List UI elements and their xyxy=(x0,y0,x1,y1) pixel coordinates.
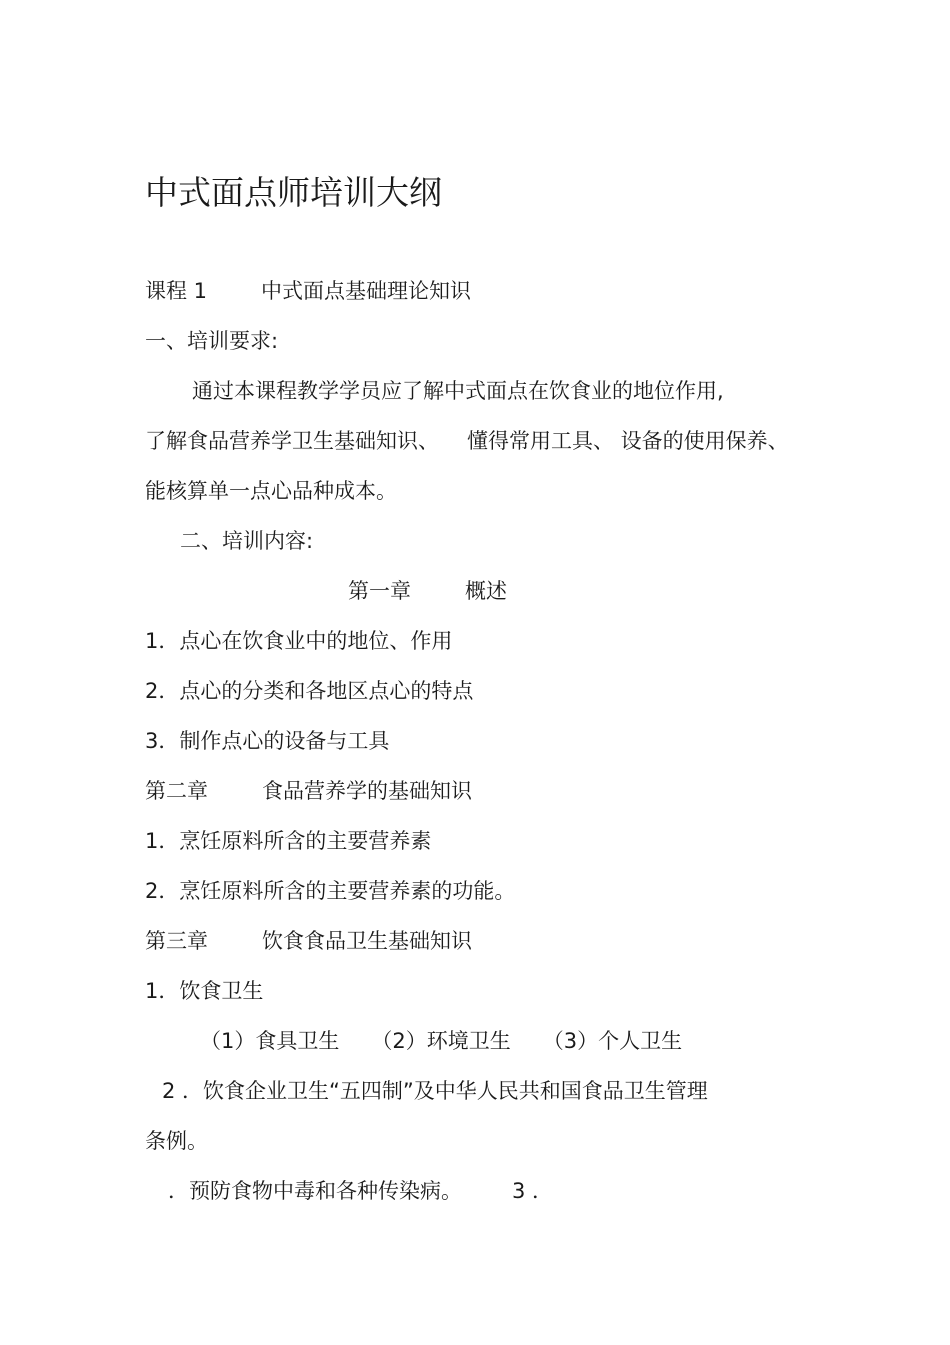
chapter2-name: 食品营养学的基础知识 xyxy=(262,779,472,803)
chapter2-item: 1．烹饪原料所含的主要营养素 xyxy=(145,829,432,853)
chapter2-label: 第二章 xyxy=(145,779,208,803)
chapter1-heading xyxy=(348,577,507,605)
course-label: 课程 1 xyxy=(145,279,208,303)
document-title: 中式面点师培训大纲 xyxy=(145,173,442,212)
chapter3-item1: 1．饮食卫生 xyxy=(145,979,264,1003)
section1-paragraph-line2 xyxy=(145,427,789,455)
section1-paragraph-line2-b: 懂得常用工具、 设备的使用保养、 xyxy=(467,429,789,453)
chapter3-subitems xyxy=(200,1027,682,1055)
chapter2-item: 2．烹饪原料所含的主要营养素的功能。 xyxy=(145,879,516,903)
section1-heading: 一、培训要求: xyxy=(145,329,279,353)
chapter3-heading xyxy=(145,927,472,955)
chapter3-label: 第三章 xyxy=(145,929,208,953)
section1-paragraph-line3: 能核算单一点心品种成本。 xyxy=(145,479,397,503)
chapter2-heading xyxy=(145,777,472,805)
course-line xyxy=(145,277,471,305)
chapter3-item3-text: ．预防食物中毒和各种传染病。 xyxy=(168,1179,462,1203)
chapter3-item2-line1: 2 ．饮食企业卫生“五四制”及中华人民共和国食品卫生管理 xyxy=(162,1079,708,1103)
section2-heading: 二、培训内容: xyxy=(180,529,314,553)
chapter3-subitem: （1）食具卫生 xyxy=(200,1029,340,1053)
chapter3-subitem: （2）环境卫生 xyxy=(371,1029,511,1053)
chapter1-name: 概述 xyxy=(465,579,507,603)
chapter1-label: 第一章 xyxy=(348,579,411,603)
course-name: 中式面点基础理论知识 xyxy=(261,279,472,303)
chapter3-item3-number: 3 ． xyxy=(512,1179,554,1203)
chapter3-item3-line xyxy=(168,1177,553,1205)
section1-paragraph-line2-a: 了解食品营养学卫生基础知识、 xyxy=(145,429,439,453)
chapter3-subitem: （3）个人卫生 xyxy=(542,1029,683,1053)
chapter1-item: 3．制作点心的设备与工具 xyxy=(145,729,390,753)
chapter3-item2-line2: 条例。 xyxy=(145,1129,208,1153)
chapter3-name: 饮食食品卫生基础知识 xyxy=(262,929,472,953)
chapter1-item: 2．点心的分类和各地区点心的特点 xyxy=(145,679,474,703)
chapter1-item: 1．点心在饮食业中的地位、作用 xyxy=(145,629,453,653)
section1-paragraph-line1: 通过本课程教学学员应了解中式面点在饮食业的地位作用, xyxy=(192,379,724,403)
